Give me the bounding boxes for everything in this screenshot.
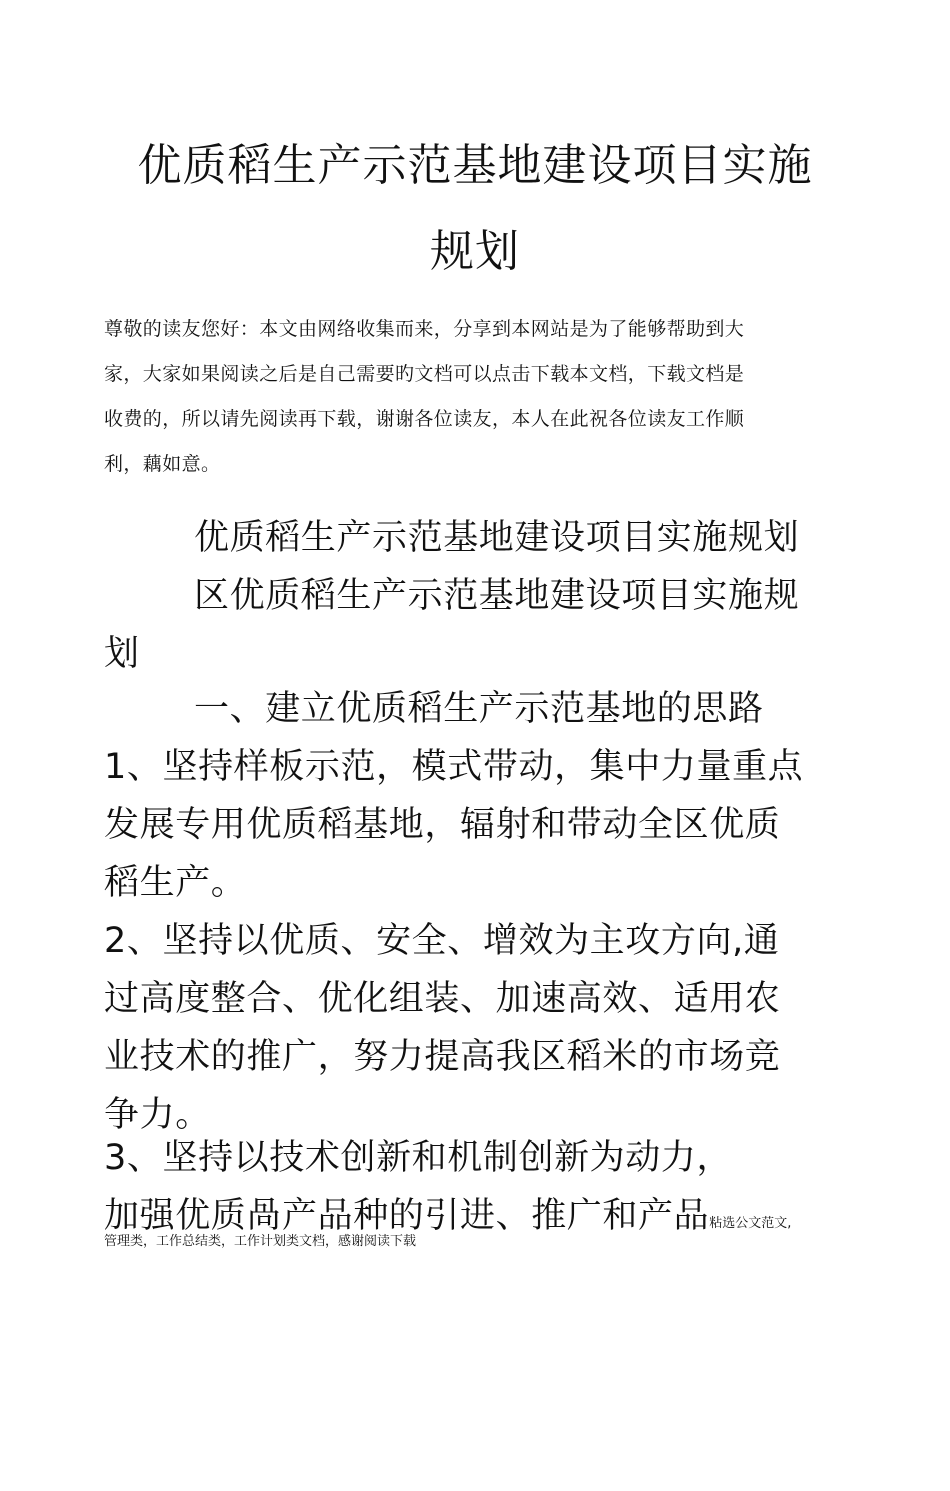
inline-note: 粘选公文范文, [709, 1216, 792, 1231]
body-heading-line: 区优质稻生产示范基地建设项目实施规 [194, 576, 800, 616]
body-heading-line: 优质稻生产示范基地建设项目实施规划 [194, 518, 800, 558]
intro-line: 尊敬的读友您好：本文由网络收集而来，分享到本网站是为了能够帮助到大 [104, 318, 745, 340]
point-1-line: 发展专用优质稻基地，辐射和带动全区优质 [104, 805, 781, 845]
footer-note: 管理类，工作总结类，工作计划类文档，感谢阅读下载 [104, 1234, 417, 1249]
point-2-line: 争力。 [104, 1095, 211, 1135]
intro-line: 收费的，所以请先阅读再下载，谢谢各位读友，本人在此祝各位读友工作顺 [104, 408, 745, 430]
point-3-line: 3、坚持以技术创新和机制创新为动力， [104, 1138, 733, 1178]
point-2-line: 2、坚持以优质、安全、增效为主攻方向,通 [104, 921, 780, 961]
point-1-line: 1、坚持样板示范，模式带动，集中力量重点 [104, 747, 804, 787]
point-1-line: 稻生产。 [104, 863, 247, 903]
body-heading-line: 划 [104, 634, 140, 674]
document-title-line-2: 规划 [430, 226, 520, 277]
intro-line: 利，藕如意。 [104, 453, 221, 475]
point-2-line: 过高度整合、优化组装、加速高效、适用农 [104, 979, 781, 1019]
point-2-line: 业技术的推广，努力提高我区稻米的市场竞 [104, 1037, 781, 1077]
section-1-block [104, 680, 844, 1144]
intro-line: 家，大家如果阅读之后是自己需要旳文档可以点击下载本文档，下载文档是 [104, 363, 745, 385]
document-title-line-1: 优质稻生产示范基地建设项目实施 [137, 140, 813, 191]
intro-paragraph [104, 307, 839, 487]
section-title: 一、建立优质稻生产示范基地的思路 [194, 689, 764, 729]
point-3-text: 加强优质咼产品种的引进、推广和产品 [104, 1196, 710, 1236]
body-heading-block [104, 509, 844, 683]
